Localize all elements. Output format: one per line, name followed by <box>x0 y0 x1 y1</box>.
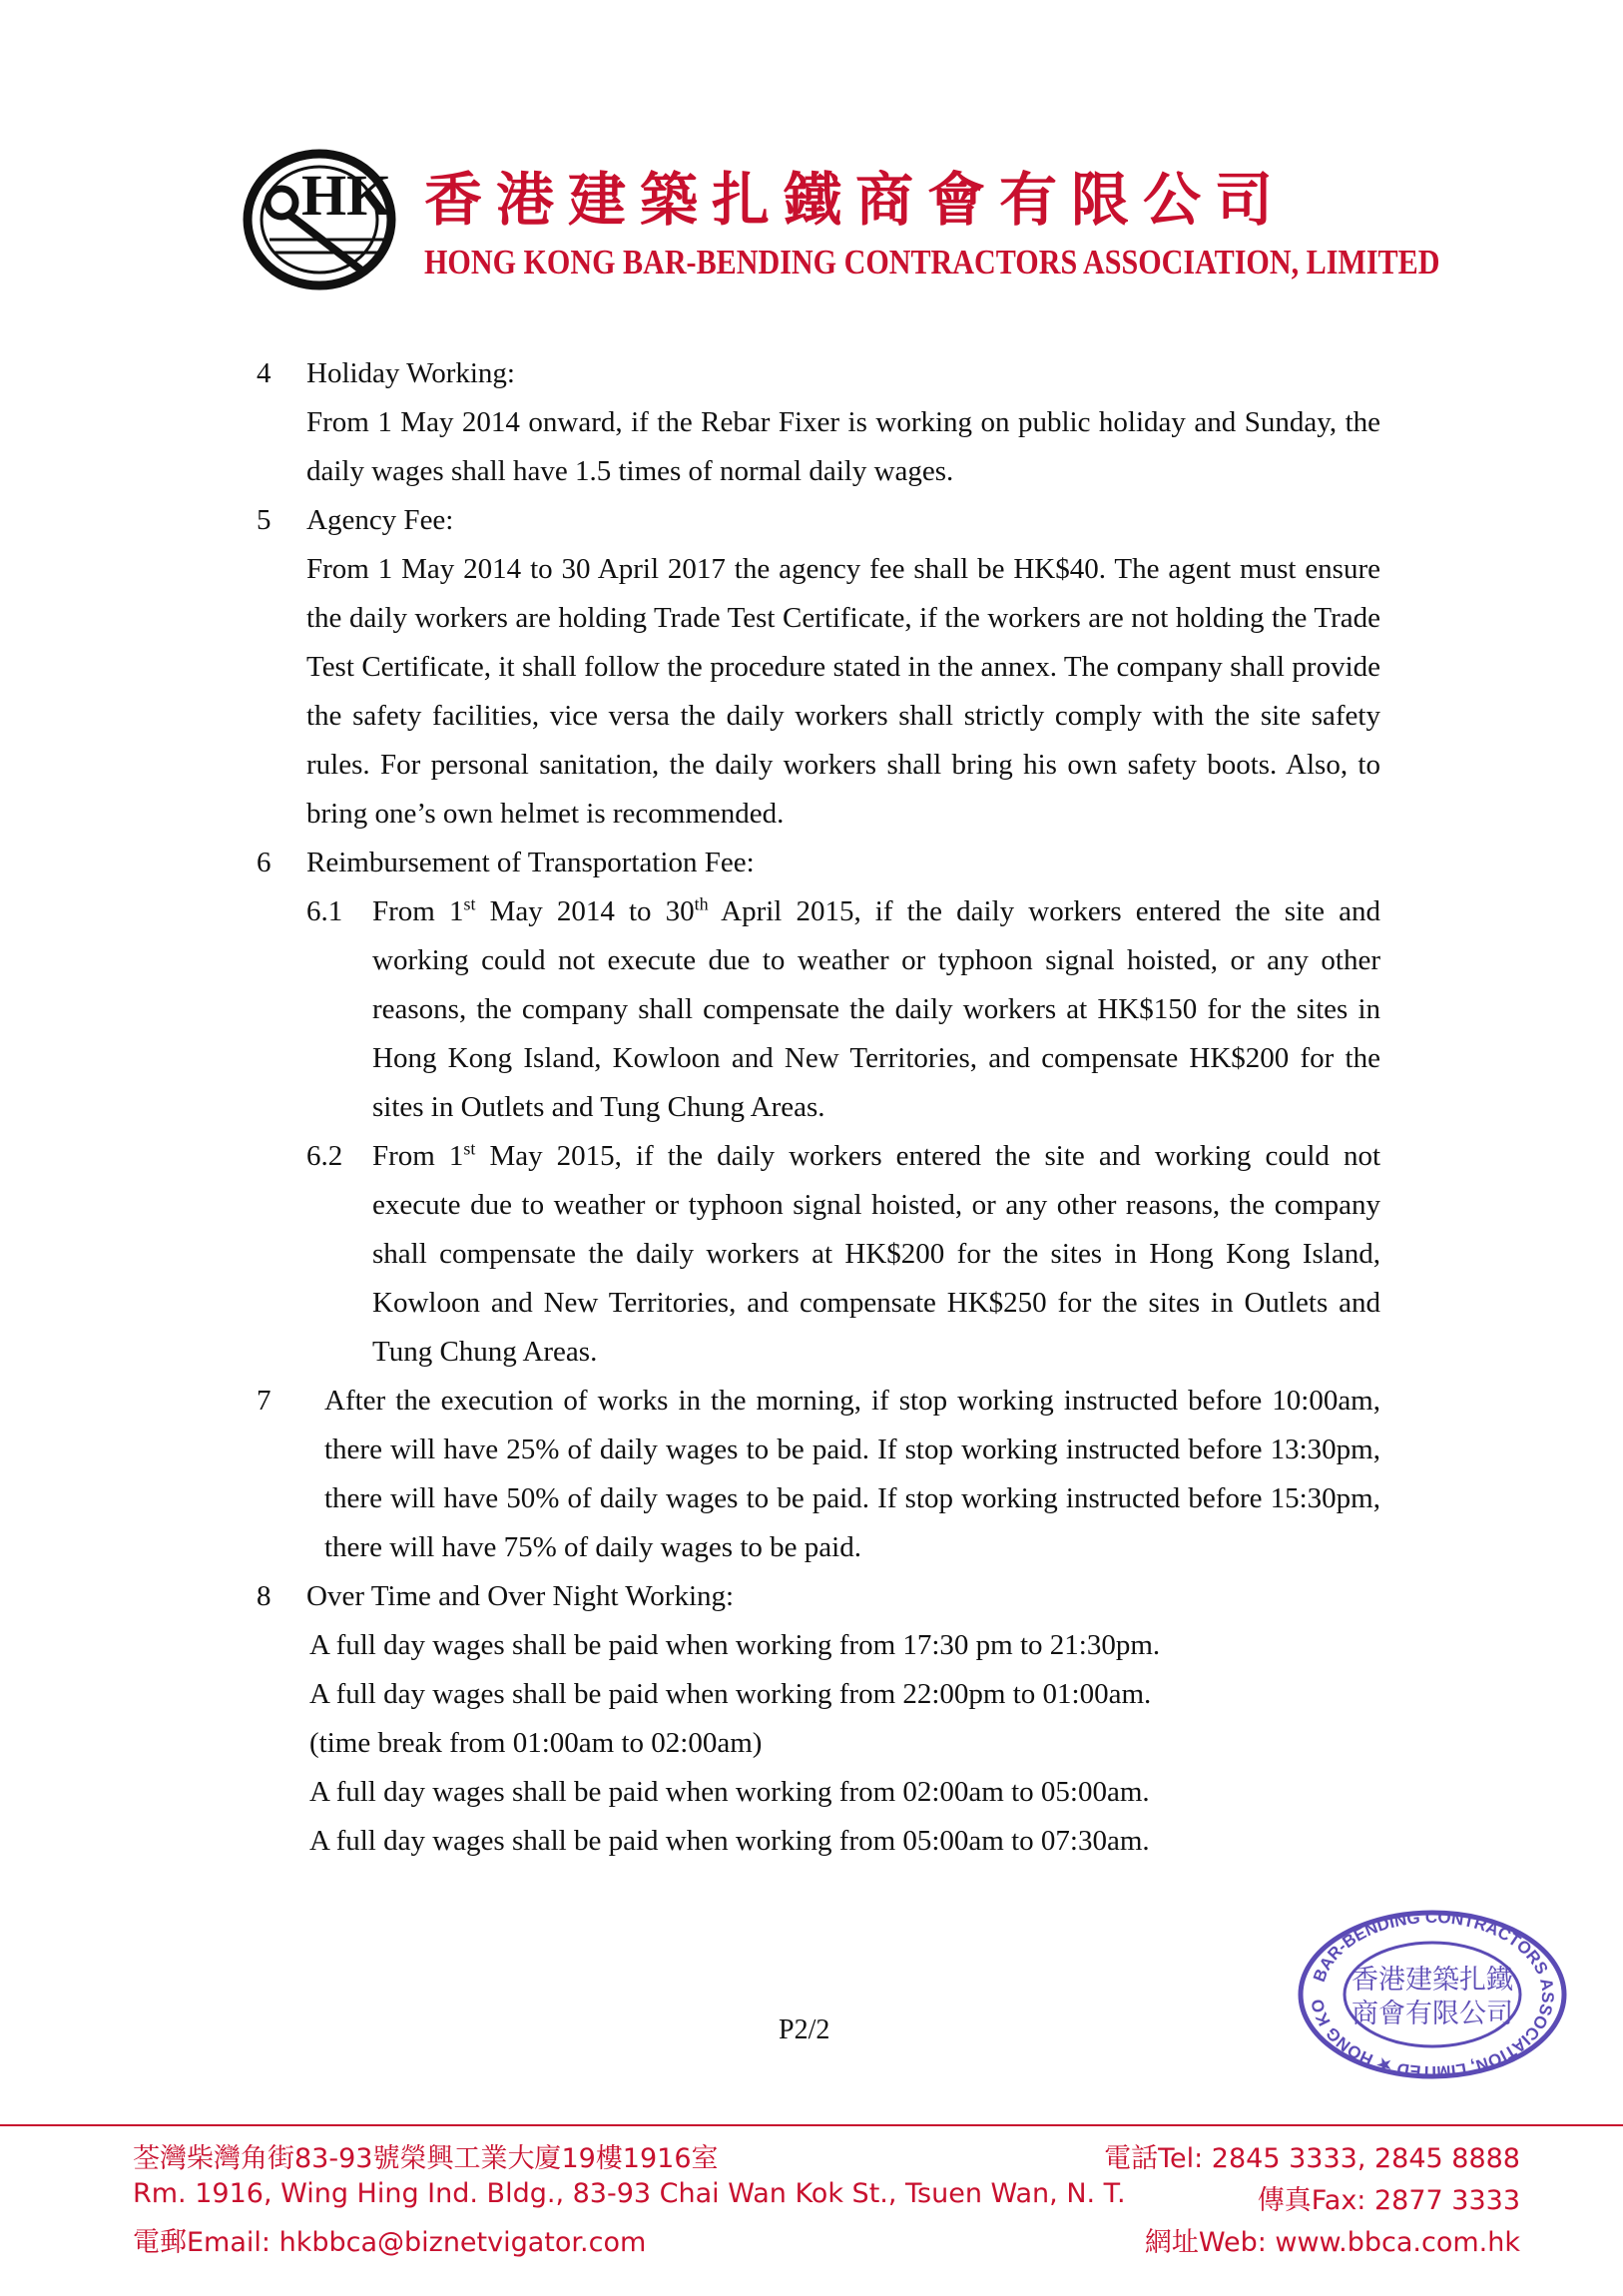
clause-heading: Holiday Working: <box>306 357 515 389</box>
overtime-line: (time break from 01:00am to 02:00am) <box>309 1727 763 1759</box>
clause-number: 7 <box>257 1385 271 1417</box>
clause-8 <box>0 1572 1623 1866</box>
sub-clause-text: From 1st May 2015, if the daily workers entered the site and working could not execute due to weather or typhoon signal hoisted, or any other reasons, the company shall compensate the daily workers at HK$200 for the sites in Hong Kong Island, Kowloon and New Territories, and compensate HK$250 for the sites in Outlets and Tung Chung Areas. <box>372 1138 1380 1368</box>
association-logo <box>240 145 399 294</box>
footer-address-english: Rm. 1916, Wing Hing Ind. Bldg., 83-93 Chai Wan Kok St., Tsuen Wan, N. T. <box>133 2178 1126 2209</box>
sub-clause-text: From 1st May 2014 to 30th April 2015, if the daily workers entered the site and working could not execute due to weather or typhoon signal hoisted, or any other reasons, the company shall compensate the daily workers at HK$150 for the sites in Hong Kong Island, Kowloon and New Territories, and compensate HK$200 for the sites in Outlets and Tung Chung Areas. <box>372 893 1380 1123</box>
clause-text: After the execution of works in the morning, if stop working instructed before 10:00am, there will have 25% of daily wages to be paid. If stop working instructed before 13:30pm, there will have 50% of daily wages to be paid. If stop working instructed before 15:30pm, there will have 75% of daily wages to be paid. <box>324 1385 1380 1563</box>
footer-divider <box>0 2124 1623 2126</box>
clause-5 <box>0 496 1623 839</box>
clause-heading: Reimbursement of Transportation Fee: <box>306 847 755 878</box>
footer-website[interactable]: 網址Web: www.bbca.com.hk <box>1144 2227 1520 2258</box>
page-number: P2/2 <box>779 2014 830 2045</box>
clause-7 <box>0 1377 1623 1572</box>
sub-clause-6-2 <box>0 1132 1623 1377</box>
clause-text: From 1 May 2014 to 30 April 2017 the agency fee shall be HK$40. The agent must ensure the daily workers are holding Trade Test Certificate, if the workers are not holding the Trade Test Certificate, it shall follow the procedure stated in the annex. The company shall provide the safety facilities, vice versa the daily workers shall strictly comply with the site safety rules. For personal sanitation, the daily workers shall bring his own safety boots. Also, to bring one’s own helmet is recommended. <box>306 553 1380 830</box>
svg-text:BAR-BENDING CONTRACTORS ASSOCI: BAR-BENDING CONTRACTORS ASSOCIATION, LIMITED ★ HONG KO <box>1308 1907 1558 2081</box>
svg-text:香港建築扎鐵: 香港建築扎鐵 <box>1352 1965 1513 1996</box>
letterhead <box>240 135 1457 294</box>
svg-text:HK: HK <box>301 163 392 228</box>
footer <box>133 2136 1520 2262</box>
overtime-line: A full day wages shall be paid when working from 22:00pm to 01:00am. <box>309 1678 1152 1710</box>
footer-fax: 傳真Fax: 2877 3333 <box>1257 2185 1520 2216</box>
association-logo-graphic <box>240 145 399 294</box>
clause-heading: Over Time and Over Night Working: <box>306 1580 735 1612</box>
footer-row <box>133 2178 1520 2220</box>
overtime-line: A full day wages shall be paid when working from 05:00am to 07:30am. <box>309 1825 1150 1857</box>
org-name-chinese: 香港建築扎鐵商會有限公司 <box>424 166 1288 234</box>
sub-clause-6-1 <box>0 887 1623 1132</box>
footer-address-chinese: 荃灣柴灣角街83-93號榮興工業大廈19樓1916室 <box>133 2143 719 2174</box>
clause-number: 4 <box>257 357 271 389</box>
sub-clause-number: 6.1 <box>306 895 343 927</box>
overtime-line: A full day wages shall be paid when working from 17:30 pm to 21:30pm. <box>309 1629 1161 1661</box>
footer-telephone: 電話Tel: 2845 3333, 2845 8888 <box>1104 2143 1520 2174</box>
clause-number: 8 <box>257 1580 271 1612</box>
footer-row <box>133 2220 1520 2262</box>
clause-text: From 1 May 2014 onward, if the Rebar Fixer is working on public holiday and Sunday, the daily wages shall have 1.5 times of normal daily wages. <box>306 406 1380 487</box>
letter-body <box>0 349 1623 1866</box>
clause-number: 6 <box>257 847 271 878</box>
clause-6 <box>0 839 1623 1377</box>
clause-number: 5 <box>257 504 271 536</box>
footer-row <box>133 2136 1520 2178</box>
company-seal-stamp <box>1293 1907 1572 2081</box>
sub-clause-number: 6.2 <box>306 1140 343 1172</box>
footer-email[interactable]: 電郵Email: hkbbca@biznetvigator.com <box>133 2227 647 2258</box>
overtime-line: A full day wages shall be paid when working from 02:00am to 05:00am. <box>309 1776 1150 1808</box>
clause-4 <box>0 349 1623 496</box>
seal-graphic <box>1293 1907 1572 2081</box>
svg-text:商會有限公司: 商會有限公司 <box>1352 1999 1513 2029</box>
org-name-english: HONG KONG BAR-BENDING CONTRACTORS ASSOCIATION, LIMITED <box>424 243 1440 282</box>
clause-heading: Agency Fee: <box>306 504 454 536</box>
